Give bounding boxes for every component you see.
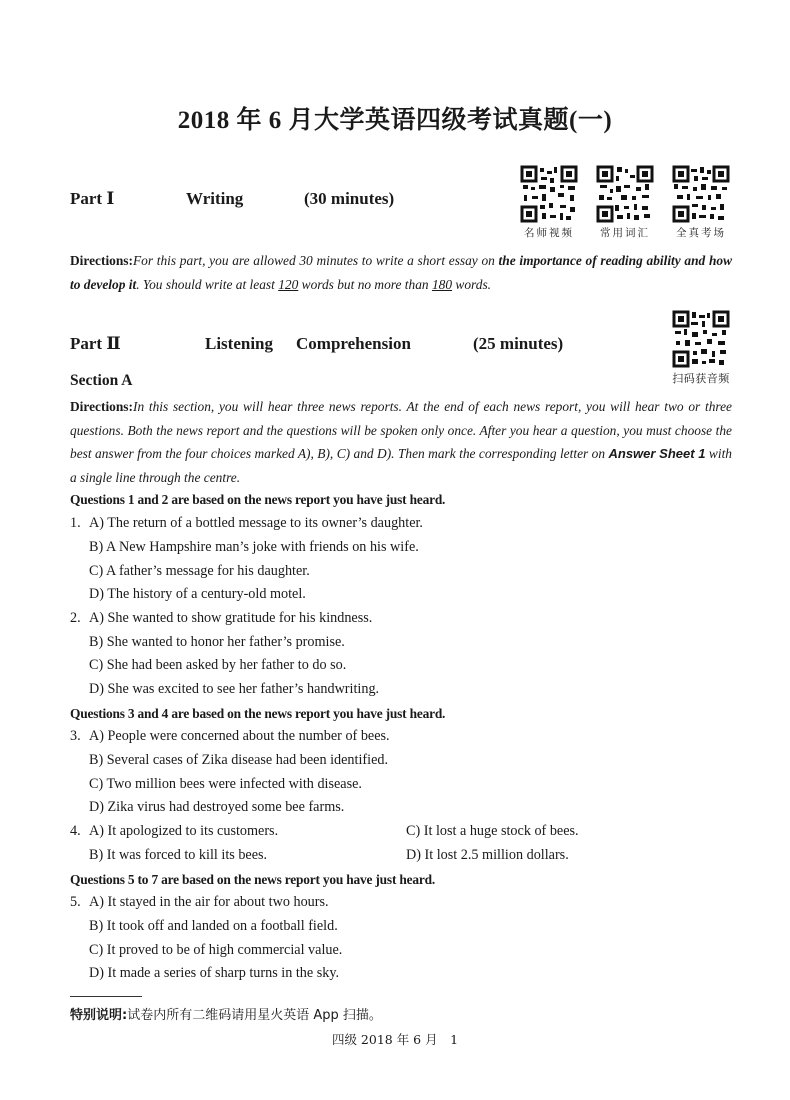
answer-option[interactable]: A) She wanted to show gratitude for his kindness. [89,610,373,626]
answer-option[interactable]: C) It lost a huge stock of bees. [406,823,579,839]
page-number: 四级 2018 年 6 月 1 [331,1032,459,1047]
answer-option[interactable]: B) It was forced to kill its bees. [89,847,268,863]
qr-caption: 常用词汇 [600,227,650,239]
answer-option[interactable]: B) It took off and landed on a football field. [89,918,338,934]
answer-option[interactable]: A) People were concerned about the number of bees. [89,728,390,744]
answer-option[interactable]: B) She wanted to honor her father’s promise. [89,634,345,650]
part1-name: Writing [186,189,244,208]
question-number: 2. [70,610,81,626]
qr-caption: 扫码获音频 [672,372,730,385]
qr-code-icon[interactable] [520,165,578,223]
qr-code-icon[interactable] [672,310,730,368]
answer-option[interactable]: B) Several cases of Zika disease had been identified. [89,752,389,768]
section-a-heading: Section A [70,372,133,389]
answer-option[interactable]: A) The return of a bottled message to its owner’s daughter. [89,515,423,531]
question-group-heading: Questions 5 to 7 are based on the news report you have just heard. [70,872,435,887]
answer-option[interactable]: A) It stayed in the air for about two hours. [89,894,329,910]
answer-option[interactable]: A) It apologized to its customers. [89,823,279,839]
part1-time: (30 minutes) [304,189,395,208]
part2-label: Part Ⅱ [70,334,121,353]
part2-name-listening: Listening [205,334,274,353]
answer-option[interactable]: D) Zika virus had destroyed some bee farms. [89,799,345,815]
answer-option[interactable]: D) The history of a century-old motel. [89,586,306,602]
page-title: 2018 年 6 月大学英语四级考试真题(一) [177,107,613,134]
question-number: 5. [70,894,81,910]
answer-option[interactable]: C) She had been asked by her father to do so. [89,657,347,673]
question-number: 4. [70,823,81,839]
part1-directions: Directions:For this part, you are allowed 30 minutes to write a short essay on the importance of reading ability and how to develop it. You should write at least 120 words but no more than 180 words. [70,253,733,292]
answer-option[interactable]: D) She was excited to see her father’s handwriting. [89,681,380,697]
question-number: 1. [70,515,81,531]
footnote-divider [70,996,142,997]
question-group-heading: Questions 1 and 2 are based on the news report you have just heard. [70,492,446,507]
part2-name-comprehension: Comprehension [296,334,411,353]
question-group-heading: Questions 3 and 4 are based on the news report you have just heard. [70,706,446,721]
part2-directions: Directions:In this section, you will hear three news reports. At the end of each news report, you will hear two or three questions. Both the news report and the questions will be spoken only once. After you hear a question, you must choose the best answer from the four choices marked A), B), C) and D). Then mark the corresponding letter on Answer Sheet 1 with a single line through the centre. [70,399,732,485]
part1-label: Part Ⅰ [70,189,115,208]
answer-option[interactable]: C) Two million bees were infected with disease. [89,776,362,792]
qr-code-icon[interactable] [596,165,654,223]
footnote: 特别说明:试卷内所有二维码请用星火英语 App 扫描。 [70,1008,382,1023]
qr-code-icon[interactable] [672,165,730,223]
answer-option[interactable]: D) It made a series of sharp turns in the sky. [89,965,340,981]
answer-option[interactable]: B) A New Hampshire man’s joke with friends on his wife. [89,539,419,555]
qr-caption: 名师视频 [524,227,574,239]
question-number: 3. [70,728,81,744]
qr-caption: 全真考场 [676,227,726,239]
answer-option[interactable]: C) A father’s message for his daughter. [89,563,310,579]
answer-option[interactable]: D) It lost 2.5 million dollars. [406,847,569,863]
answer-option[interactable]: C) It proved to be of high commercial value. [89,942,343,958]
part2-time: (25 minutes) [473,334,564,353]
